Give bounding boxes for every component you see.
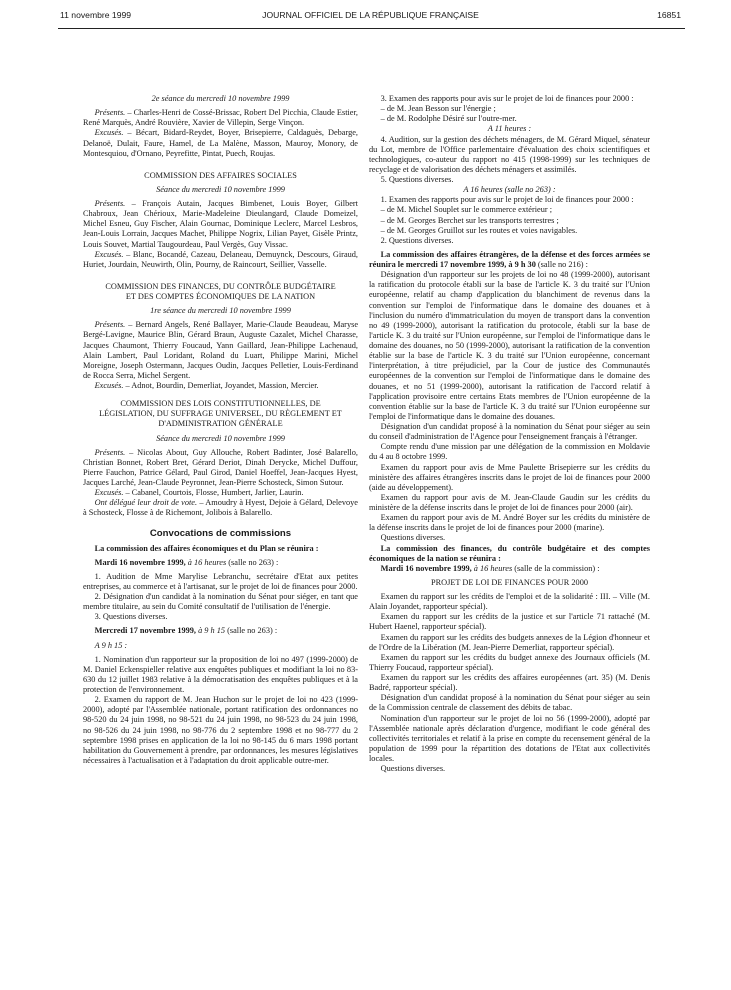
agenda-item: Questions diverses. xyxy=(380,533,446,543)
right-column xyxy=(369,94,650,774)
agenda-item: Désignation d'un rapporteur sur les projets de loi no 48 (1999-2000), autorisant la ratification du protocole établi sur la base de l'article K. 3 du traité sur l'Union européenne, relatif au champ d'application du blanchiment de revenus dans la convention sur l'emploi de l'informatique dans le domaine des douanes et à l'inclusion du numéro d'immatriculation du moyen de transport dans la convention no 49 (1999-2000), autorisant la ratification du protocole, établi sur la base de l'article K. 3 du traité sur l'Union européenne, sur l'emploi de l'informatique dans le domaine des douanes, no 50 (1999-2000), autorisant la ratification de la convention établie sur la base de l'article K. 3 du traité sur l'Union européenne, concernant l'interprétation, à titre préjudiciel, par la Cour de justice des Communautés européennes de la convention sur l'emploi de l'informatique dans le domaine des douanes, et no 51 (1999-2000), autorisant la ratification de l'accord relatif à l'application provisoire entre certains Etats membres de l'Union européenne de la convention établie sur la base de l'article K. 3 du traité sur l'Union européenne sur l'emploi de l'informatique dans le domaine des douanes. xyxy=(369,270,650,421)
agenda-item: Questions diverses. xyxy=(380,764,446,774)
excuses-paragraph: Excusés. – Adnot, Bourdin, Demerliat, Joyandet, Massion, Mercier. xyxy=(94,381,319,390)
excuses-paragraph: Excusés. – Blanc, Bocandé, Cazeau, Delaneau, Demuynck, Descours, Giraud, Huriet, Jourdain, Neuwirth, Olin, Pourny, de Raincourt, Seillier, Vasselle. xyxy=(83,249,358,269)
agenda-item: 1. Nomination d'un rapporteur sur la proposition de loi no 497 (1999-2000) de M. Daniel Eckenspieller relative aux enquêtes publiques et modifiant la loi no 83-630 du 12 juillet 1983 relative à la démocratisation des enquêtes publiques et à la protection de l'environnement. xyxy=(83,654,358,694)
header-page-number: 16851 xyxy=(657,10,681,20)
excuses-paragraph: Excusés. – Bécart, Bidard-Reydet, Boyer, Brisepierre, Caldaguès, Debarge, Delanoë, Dulait, Faure, Hamel, de La Malène, Masson, Mauroy, Monory, de Montesquiou, d'Ornano, Peyrefitte, Pintat, Puech, Roujas. xyxy=(83,128,358,158)
presents-paragraph: Présents. – Nicolas About, Guy Allouche, Robert Badinter, José Balarello, Christian Bonnet, Robert Bret, Gérard Deriot, Dinah Derycke, Michel Duffour, Pierre Fauchon, Patrice Gélard, Paul Girod, Daniel Hoeffel, Jean-Jacques Hyest, Jacques Larché, Jean-Claude Peyronnet, Jean-Pierre Schosteck, Simon Sutour. xyxy=(83,447,358,487)
delegation-paragraph: Ont délégué leur droit de vote. – Amoudry à Hyest, Dejoie à Gélard, Delevoye à Schosteck, Flosse à de Richemont, Jolibois à Balarello. xyxy=(83,498,358,518)
left-column xyxy=(83,94,358,766)
agenda-item: 2. Désignation d'un candidat à la nomination du Sénat pour siéger, en tant que membre titulaire, au sein du Comité consultatif de l'utilisation de l'énergie. xyxy=(83,592,358,612)
agenda-item: 1. Audition de Mme Marylise Lebranchu, secrétaire d'Etat aux petites entreprises, au commerce et à l'artisanat, sur le projet de loi de finances pour 2000. xyxy=(83,571,358,591)
commission-name: LÉGISLATION, DU SUFFRAGE UNIVERSEL, DU RÈGLEMENT ET xyxy=(99,409,342,419)
agenda-item: 1. Examen des rapports pour avis sur le projet de loi de finances pour 2000 : xyxy=(380,195,634,205)
time-subheading: A 9 h 15 : xyxy=(94,640,128,650)
session-title: Séance du mercredi 10 novembre 1999 xyxy=(156,433,285,443)
time-subheading: A 11 heures : xyxy=(487,124,532,134)
agenda-item: 4. Audition, sur la gestion des déchets ménagers, de M. Gérard Miquel, sénateur du Lot, membre de l'Office parlementaire d'évaluation des choix scientifiques et technologiques, co-auteur du rapport no 415 (1998-1999) sur les techniques de recyclage et de valorisation des déchets ménagers et assimilés. xyxy=(369,134,650,174)
presents-paragraph: Présents. – François Autain, Jacques Bimbenet, Louis Boyer, Gilbert Chabroux, Jean Chérioux, Marie-Madeleine Dieulangard, Claude Domeizel, Michel Esneu, Guy Fischer, Alain Gournac, Dominique Leclerc, Marcel Lesbros, Jean-Louis Lorrain, Jacques Machet, Philippe Nogrix, Lilian Payet, Gisèle Printz, Louis Souvet, Martial Taugourdeau, Paul Vergès, Guy Vissac. xyxy=(83,199,358,249)
meeting-date: Mardi 16 novembre 1999, à 16 heures (salle no 263) : xyxy=(94,557,279,567)
agenda-item: Examen du rapport pour avis de M. André Boyer sur les crédits du ministère de la défense inscrits dans le projet de loi de finances pour 2000 (marine). xyxy=(369,513,650,533)
agenda-item: Examen du rapport sur les crédits des affaires européennes (art. 35) (M. Denis Badré, rapporteur spécial). xyxy=(369,673,650,693)
agenda-subitem: – de M. Michel Souplet sur le commerce extérieur ; xyxy=(380,205,553,215)
commission-intro: La commission des affaires étrangères, de la défense et des forces armées se réunira le mercredi 17 novembre 1999, à 9 h 30 (salle no 216) : xyxy=(369,249,650,269)
agenda-subitem: – de M. Jean Besson sur l'énergie ; xyxy=(380,104,496,114)
agenda-subitem: – de M. Georges Gruillot sur les routes et voies navigables. xyxy=(380,225,578,235)
session-title: 2e séance du mercredi 10 novembre 1999 xyxy=(151,94,290,103)
header-date: 11 novembre 1999 xyxy=(60,10,132,20)
agenda-item: 3. Examen des rapports pour avis sur le projet de loi de finances pour 2000 : xyxy=(380,94,634,103)
agenda-item: 3. Questions diverses. xyxy=(94,612,168,622)
commission-name: ET DES COMPTES ÉCONOMIQUES DE LA NATION xyxy=(125,292,316,301)
agenda-item: 2. Questions diverses. xyxy=(380,235,454,245)
meeting-date: Mercredi 17 novembre 1999, à 9 h 15 (salle no 263) : xyxy=(94,626,278,636)
agenda-subitem: – de M. Georges Berchet sur les transports terrestres ; xyxy=(380,215,559,225)
agenda-item: Examen du rapport sur les crédits de l'emploi et de la solidarité : III. – Ville (M. Alain Joyandet, rapporteur spécial). xyxy=(369,592,650,612)
commission-name: COMMISSION DES FINANCES, DU CONTRÔLE BUDGÉTAIRE xyxy=(105,281,336,291)
agenda-item: Examen du rapport pour avis de Mme Paulette Brisepierre sur les crédits du ministère des affaires étrangères inscrits dans le projet de loi de finances pour 2000 (aide au développement). xyxy=(369,462,650,492)
agenda-item: Examen du rapport pour avis de M. Jean-Claude Gaudin sur les crédits du ministère de la défense inscrits dans le projet de loi de finances pour 2000 (air). xyxy=(369,492,650,512)
section-heading: Convocations de commissions xyxy=(149,527,292,539)
meeting-date: Mardi 16 novembre 1999, à 16 heures (salle de la commission) : xyxy=(380,563,600,573)
agenda-item: 2. Examen du rapport de M. Jean Huchon sur le projet de loi no 423 (1999-2000), adopté par l'Assemblée nationale, portant ratification des ordonnances no 98-520 du 24 juin 1998, no 98-521 du 24 juin 1998, no 98-523 du 24 juin 1998, no 98-526 du 24 juin 1998, no 98-776 du 2 septembre 1998 et no 98-777 du 2 septembre 1998 prises en application de la loi no 98-145 du 6 mars 1998 portant habilitation du Gouvernement à prendre, par ordonnances, les mesures législatives nécessaires à l'actualisation et à l'adaptation du droit applicable outre-mer. xyxy=(83,695,358,765)
agenda-item: Désignation d'un candidat proposé à la nomination du Sénat pour siéger au sein du conseil d'administration de l'Agence pour l'enseignement français à l'étranger. xyxy=(369,422,650,442)
commission-intro: La commission des affaires économiques et du Plan se réunira : xyxy=(94,543,319,553)
header-rule xyxy=(58,28,685,29)
agenda-item: Nomination d'un rapporteur sur le projet de loi no 56 (1999-2000), adopté par l'Assemblée nationale après déclaration d'urgence, modifiant le code général des collectivités territoriales et relatif à la prise en compte du recensement général de la population de 1999 pour la répartition des dotations de l'Etat aux collectivités locales. xyxy=(369,713,650,763)
commission-name: COMMISSION DES AFFAIRES SOCIALES xyxy=(144,170,297,180)
agenda-item: Examen du rapport sur les crédits du budget annexe des Journaux officiels (M. Thierry Foucaud, rapporteur spécial). xyxy=(369,652,650,672)
presents-paragraph: Présents. – Charles-Henri de Cossé-Brissac, Robert Del Picchia, Claude Estier, René Marquès, André Rouvière, Xavier de Villepin, Serge Vinçon. xyxy=(83,108,358,128)
commission-name: COMMISSION DES LOIS CONSTITUTIONNELLES, DE xyxy=(120,399,321,409)
agenda-item: Désignation d'un candidat proposé à la nomination du Sénat pour siéger au sein de la Commission centrale de classement des débits de tabac. xyxy=(369,693,650,713)
commission-name: D'ADMINISTRATION GÉNÉRALE xyxy=(158,419,283,429)
agenda-item: Examen du rapport sur les crédits de la justice et sur l'article 71 rattaché (M. Hubert Haenel, rapporteur spécial). xyxy=(369,612,650,632)
time-subheading: A 16 heures (salle no 263) : xyxy=(463,185,556,195)
session-title: 1re séance du mercredi 10 novembre 1999 xyxy=(150,306,291,316)
header-journal-title: JOURNAL OFFICIEL DE LA RÉPUBLIQUE FRANÇAISE xyxy=(262,10,479,20)
commission-intro: La commission des finances, du contrôle budgétaire et des comptes économiques de la nation se réunira : xyxy=(369,543,650,563)
page-header xyxy=(60,10,681,24)
subsection-title: PROJET DE LOI DE FINANCES POUR 2000 xyxy=(430,577,589,587)
presents-paragraph: Présents. – Bernard Angels, René Ballayer, Marie-Claude Beaudeau, Maryse Bergé-Lavigne, Maurice Blin, Gérard Braun, Auguste Cazalet, Michel Charasse, Jacques Chaumont, Thierry Foucaud, Yann Gaillard, Jean-Philippe Lachenaud, Alain Lambert, Paul Loridant, Roland du Luart, Philippe Marini, Michel Moreigne, Joseph Ostermann, Jacques Oudin, Jacques Pelletier, Louis-Ferdinand de Rocca Serra, Michel Sergent. xyxy=(83,320,358,380)
agenda-item: 5. Questions diverses. xyxy=(380,175,454,184)
agenda-item: Examen du rapport sur les crédits des budgets annexes de la Légion d'honneur et de l'Ordre de la Libération (M. Jean-Pierre Demerliat, rapporteur spécial). xyxy=(369,632,650,652)
agenda-subitem: – de M. Rodolphe Désiré sur l'outre-mer. xyxy=(380,114,517,124)
excuses-paragraph: Excusés. – Cabanel, Courtois, Flosse, Humbert, Jarlier, Laurin. xyxy=(94,488,304,498)
agenda-item: Compte rendu d'une mission par une délégation de la commission en Moldavie du 4 au 8 octobre 1999. xyxy=(369,442,650,462)
session-title: Séance du mercredi 10 novembre 1999 xyxy=(156,184,285,194)
